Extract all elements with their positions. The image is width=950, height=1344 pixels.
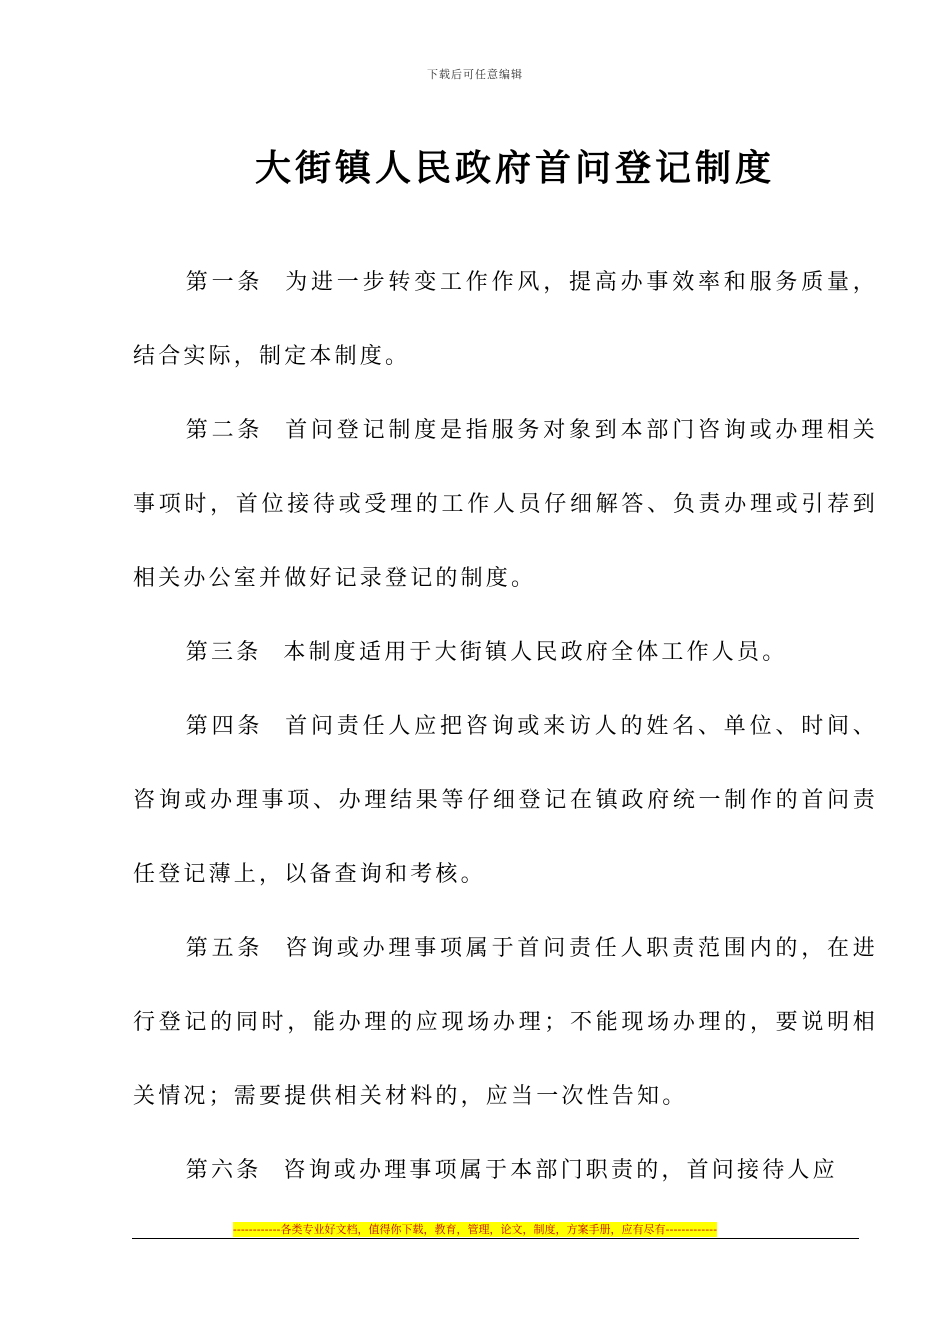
article-number: 第二条 [185,418,264,443]
article-2 [133,394,878,616]
article-text: 首问登记制度是指服务对象到本部门咨询或办理相关事项时，首位接待或受理的工作人员仔细解答、负责办理或引荐到相关办公室并做好记录登记的制度。 [133,418,878,591]
article-text: 本制度适用于大街镇人民政府全体工作人员。 [283,640,788,665]
article-number: 第三条 [185,640,262,665]
article-3 [133,616,878,690]
article-text: 为进一步转变工作作风，提高办事效率和服务质量，结合实际，制定本制度。 [133,270,878,369]
header-note: 下载后可任意编辑 [427,68,523,81]
article-6 [133,1134,878,1208]
footer-banner-text: ------------各类专业好文档，值得你下载，教育，管理，论文，制度，方案手册，应有尽有------------- [232,1223,718,1236]
footer-banner [0,1218,950,1237]
article-text: 咨询或办理事项属于本部门职责的，首问接待人应 [283,1158,838,1183]
article-number: 第一条 [185,270,264,295]
footer-rule [132,1238,859,1239]
article-text: 咨询或办理事项属于首问责任人职责范围内的，在进行登记的同时，能办理的应现场办理；不能现场办理的，要说明相关情况；需要提供相关材料的，应当一次性告知。 [133,936,878,1109]
article-1 [133,246,878,394]
document-title: 大街镇人民政府首问登记制度 [254,147,775,189]
article-text: 首问责任人应把咨询或来访人的姓名、单位、时间、咨询或办理事项、办理结果等仔细登记在镇政府统一制作的首问责任登记薄上，以备查询和考核。 [133,714,878,887]
article-number: 第四条 [185,714,264,739]
article-number: 第五条 [185,936,264,961]
document-body [133,246,878,1208]
article-4 [133,690,878,912]
article-number: 第六条 [185,1158,262,1183]
article-5 [133,912,878,1134]
